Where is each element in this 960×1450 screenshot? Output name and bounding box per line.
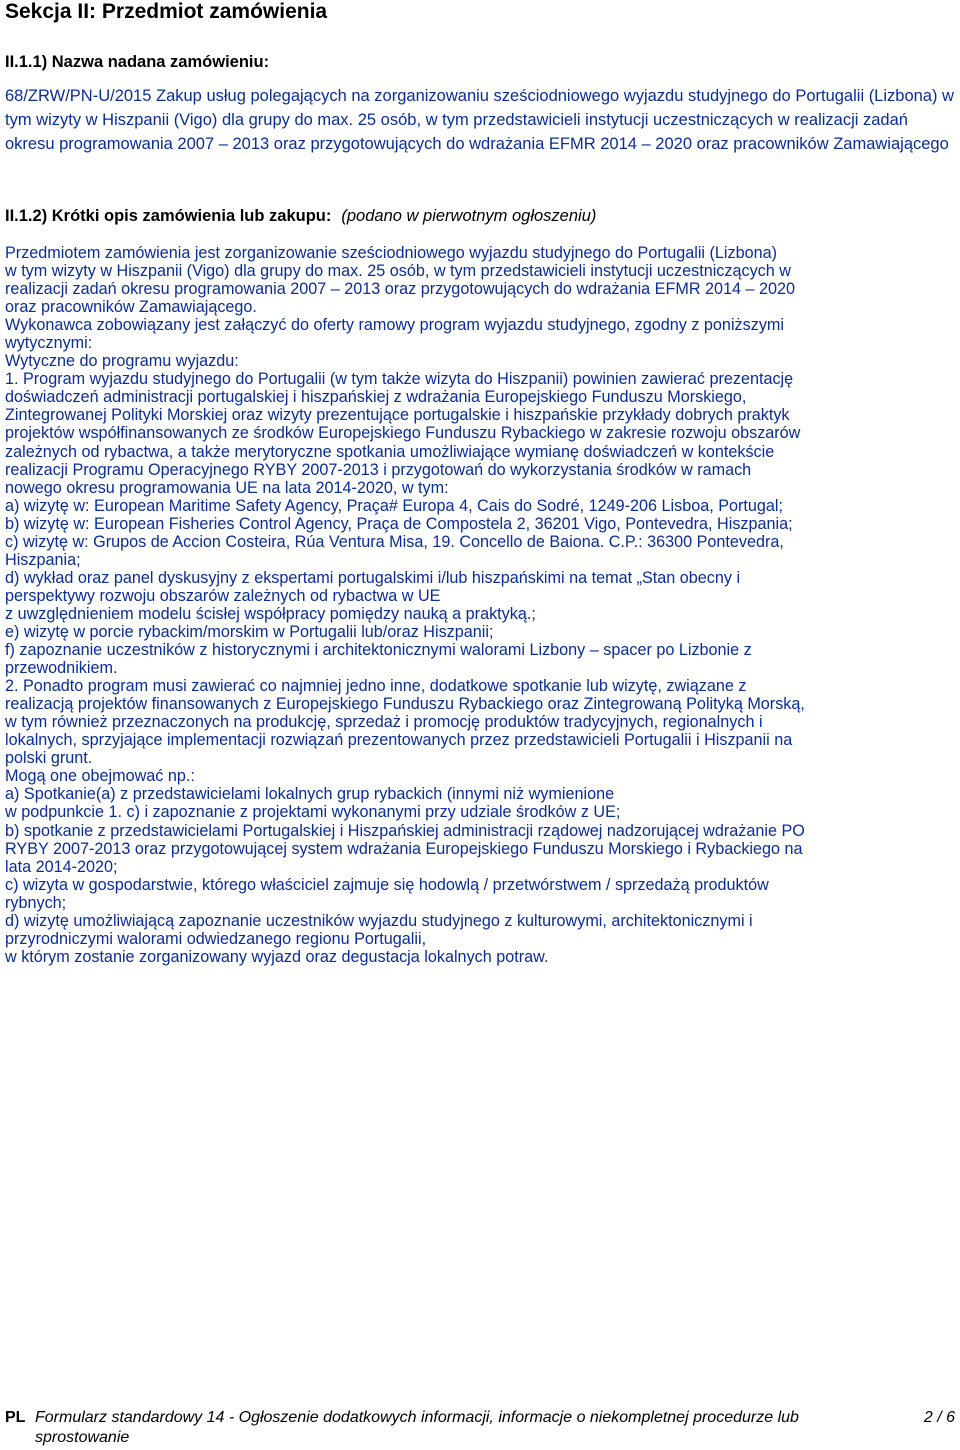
description-line: d) wizytę umożliwiającą zapoznanie uczestników wyjazdu studyjnego z kulturowymi, architektonicznymi i	[5, 911, 753, 930]
description-line: wytycznymi:	[5, 334, 93, 353]
description-line: RYBY 2007-2013 oraz przygotowującej system wdrażania Europejskiego Funduszu Morskiego i Rybackiego na	[5, 839, 803, 858]
footer-language: PL	[5, 1409, 26, 1426]
footer-form-name: Formularz standardowy 14 - Ogłoszenie dodatkowych informacji, informacje o niekompletnej procedurze lub sprostowanie	[35, 1409, 799, 1446]
description-line: z uwzględnieniem modelu ścisłej współpracy pomiędzy nauką a praktyką.;	[5, 604, 536, 623]
description-line: nowego okresu programowania UE na lata 2014-2020, w tym:	[5, 478, 449, 497]
description-line: c) wizytę w: Grupos de Accion Costeira, Rúa Ventura Misa, 19. Concello de Baiona. C.P.: 36300 Pontevedra,	[5, 532, 784, 551]
description-heading-label: II.1.2) Krótki opis zamówienia lub zakupu:	[5, 207, 332, 225]
description-line: w podpunkcie 1. c) i zapoznanie z projektami wykonanymi przy udziale środków z UE;	[5, 803, 621, 822]
description-line: w którym zostanie zorganizowany wyjazd oraz degustacja lokalnych potraw.	[5, 947, 549, 966]
description-line: rybnych;	[5, 893, 67, 912]
description-line: polski grunt.	[5, 749, 93, 768]
description-line: a) wizytę w: European Maritime Safety Agency, Praça# Europa 4, Cais do Sodré, 1249-206 Lisboa, Portugal;	[5, 496, 784, 515]
description-line: 2. Ponadto program musi zawierać co najmniej jedno inne, dodatkowe spotkanie lub wizytę, związane z	[5, 677, 747, 696]
description-line: w tym również przeznaczonych na produkcję, sprzedaż i promocję produktów tradycyjnych, regionalnych i	[5, 713, 763, 732]
description-line: e) wizytę w porcie rybackim/morskim w Portugalii lub/oraz Hiszpanii;	[5, 622, 494, 641]
description-line: b) wizytę w: European Fisheries Control Agency, Praça de Compostela 2, 36201 Vigo, Pontevedra, Hiszpania;	[5, 514, 793, 533]
description-line: a) Spotkanie(a) z przedstawicielami lokalnych grup rybackich (innymi niż wymienione	[5, 785, 615, 804]
description-line: realizacją projektów finansowanych z Europejskiego Funduszu Rybackiego oraz Zintegrowaną Polityką Morską,	[5, 695, 805, 714]
description-line: Wykonawca zobowiązany jest załączyć do oferty ramowy program wyjazdu studyjnego, zgodny z poniższymi	[5, 316, 784, 335]
description-line: Wytyczne do programu wyjazdu:	[5, 352, 239, 371]
description-line: b) spotkanie z przedstawicielami Portugalskiej i Hiszpańskiej administracji rządowej nadzorującej wdrażanie PO	[5, 821, 805, 840]
description-line: Przedmiotem zamówienia jest zorganizowanie sześciodniowego wyjazdu studyjnego do Portugalii (Lizbona)	[5, 244, 778, 262]
description-body	[5, 244, 957, 966]
description-line: Hiszpania;	[5, 550, 81, 569]
section-title: Sekcja II: Przedmiot zamówienia	[5, 0, 328, 23]
description-line: 1. Program wyjazdu studyjnego do Portugalii (w tym także wizyta do Hiszpanii) powinien zawierać prezentację	[5, 370, 794, 389]
description-line: realizacji Programu Operacyjnego RYBY 2007-2013 i przygotowań do wykorzystania środków w ramach	[5, 460, 752, 479]
name-heading: II.1.1) Nazwa nadana zamówieniu:	[5, 53, 270, 71]
description-line: przewodnikiem.	[5, 659, 118, 678]
description-line: doświadczeń administracji portugalskiej i hiszpańskiej z wdrażania Europejskiego Funduszu Morskiego,	[5, 388, 747, 407]
description-line: projektów współfinansowanych ze środków Europejskiego Funduszu Rybackiego w zakresie rozwoju obszarów	[5, 424, 801, 443]
description-line: oraz pracowników Zamawiającego.	[5, 298, 257, 317]
name-value: 68/ZRW/PN-U/2015 Zakup usług polegających na zorganizowaniu sześciodniowego wyjazdu studyjnego do Portugalii (Lizbona) w tym wizyty w Hiszpanii (Vigo) dla grupy do max. 25 osób, w tym przedstawicieli instytucji uczestniczących w realizacji zadań okresu programowania 2007 – 2013 oraz przygotowujących do wdrażania EFMR 2014 – 2020 oraz pracowników Zamawiającego	[5, 87, 954, 153]
description-line: f) zapoznanie uczestników z historycznymi i architektonicznymi walorami Lizbony – spacer po Lizbonie z	[5, 641, 752, 660]
description-line: w tym wizyty w Hiszpanii (Vigo) dla grupy do max. 25 osób, w tym przedstawicieli instytucji uczestniczących w	[5, 262, 791, 281]
description-line: c) wizyta w gospodarstwie, którego właściciel zajmuje się hodowlą / przetwórstwem / sprzedażą produktów	[5, 875, 769, 894]
description-line: lokalnych, sprzyjające implementacji rozwiązań prezentowanych przez przedstawicieli Portugalii i Hiszpanii na	[5, 731, 793, 750]
description-line: d) wykład oraz panel dyskusyjny z ekspertami portugalskimi i/lub hiszpańskimi na temat „Stan obecny i	[5, 568, 741, 587]
description-heading	[5, 206, 596, 226]
description-line: Zintegrowanej Polityki Morskiej oraz wizyty prezentujące portugalskie i hiszpańskie przykłady dobrych praktyk	[5, 406, 790, 425]
description-line: przyrodniczymi walorami odwiedzanego regionu Portugalii,	[5, 929, 427, 948]
description-heading-note: (podano w pierwotnym ogłoszeniu)	[341, 207, 597, 225]
description-line: lata 2014-2020;	[5, 857, 118, 876]
description-line: realizacji zadań okresu programowania 2007 – 2013 oraz przygotowujących do wdrażania EFMR 2014 – 2020	[5, 280, 796, 299]
footer-page-number: 2 / 6	[923, 1409, 955, 1426]
description-line: zależnych od rybactwa, a także merytoryczne spotkania umożliwiające wymianę doświadczeń w kontekście	[5, 442, 775, 461]
description-line: perspektywy rozwoju obszarów zależnych od rybactwa w UE	[5, 586, 441, 605]
page-footer	[5, 1408, 955, 1448]
description-line: Mogą one obejmować np.:	[5, 767, 195, 786]
